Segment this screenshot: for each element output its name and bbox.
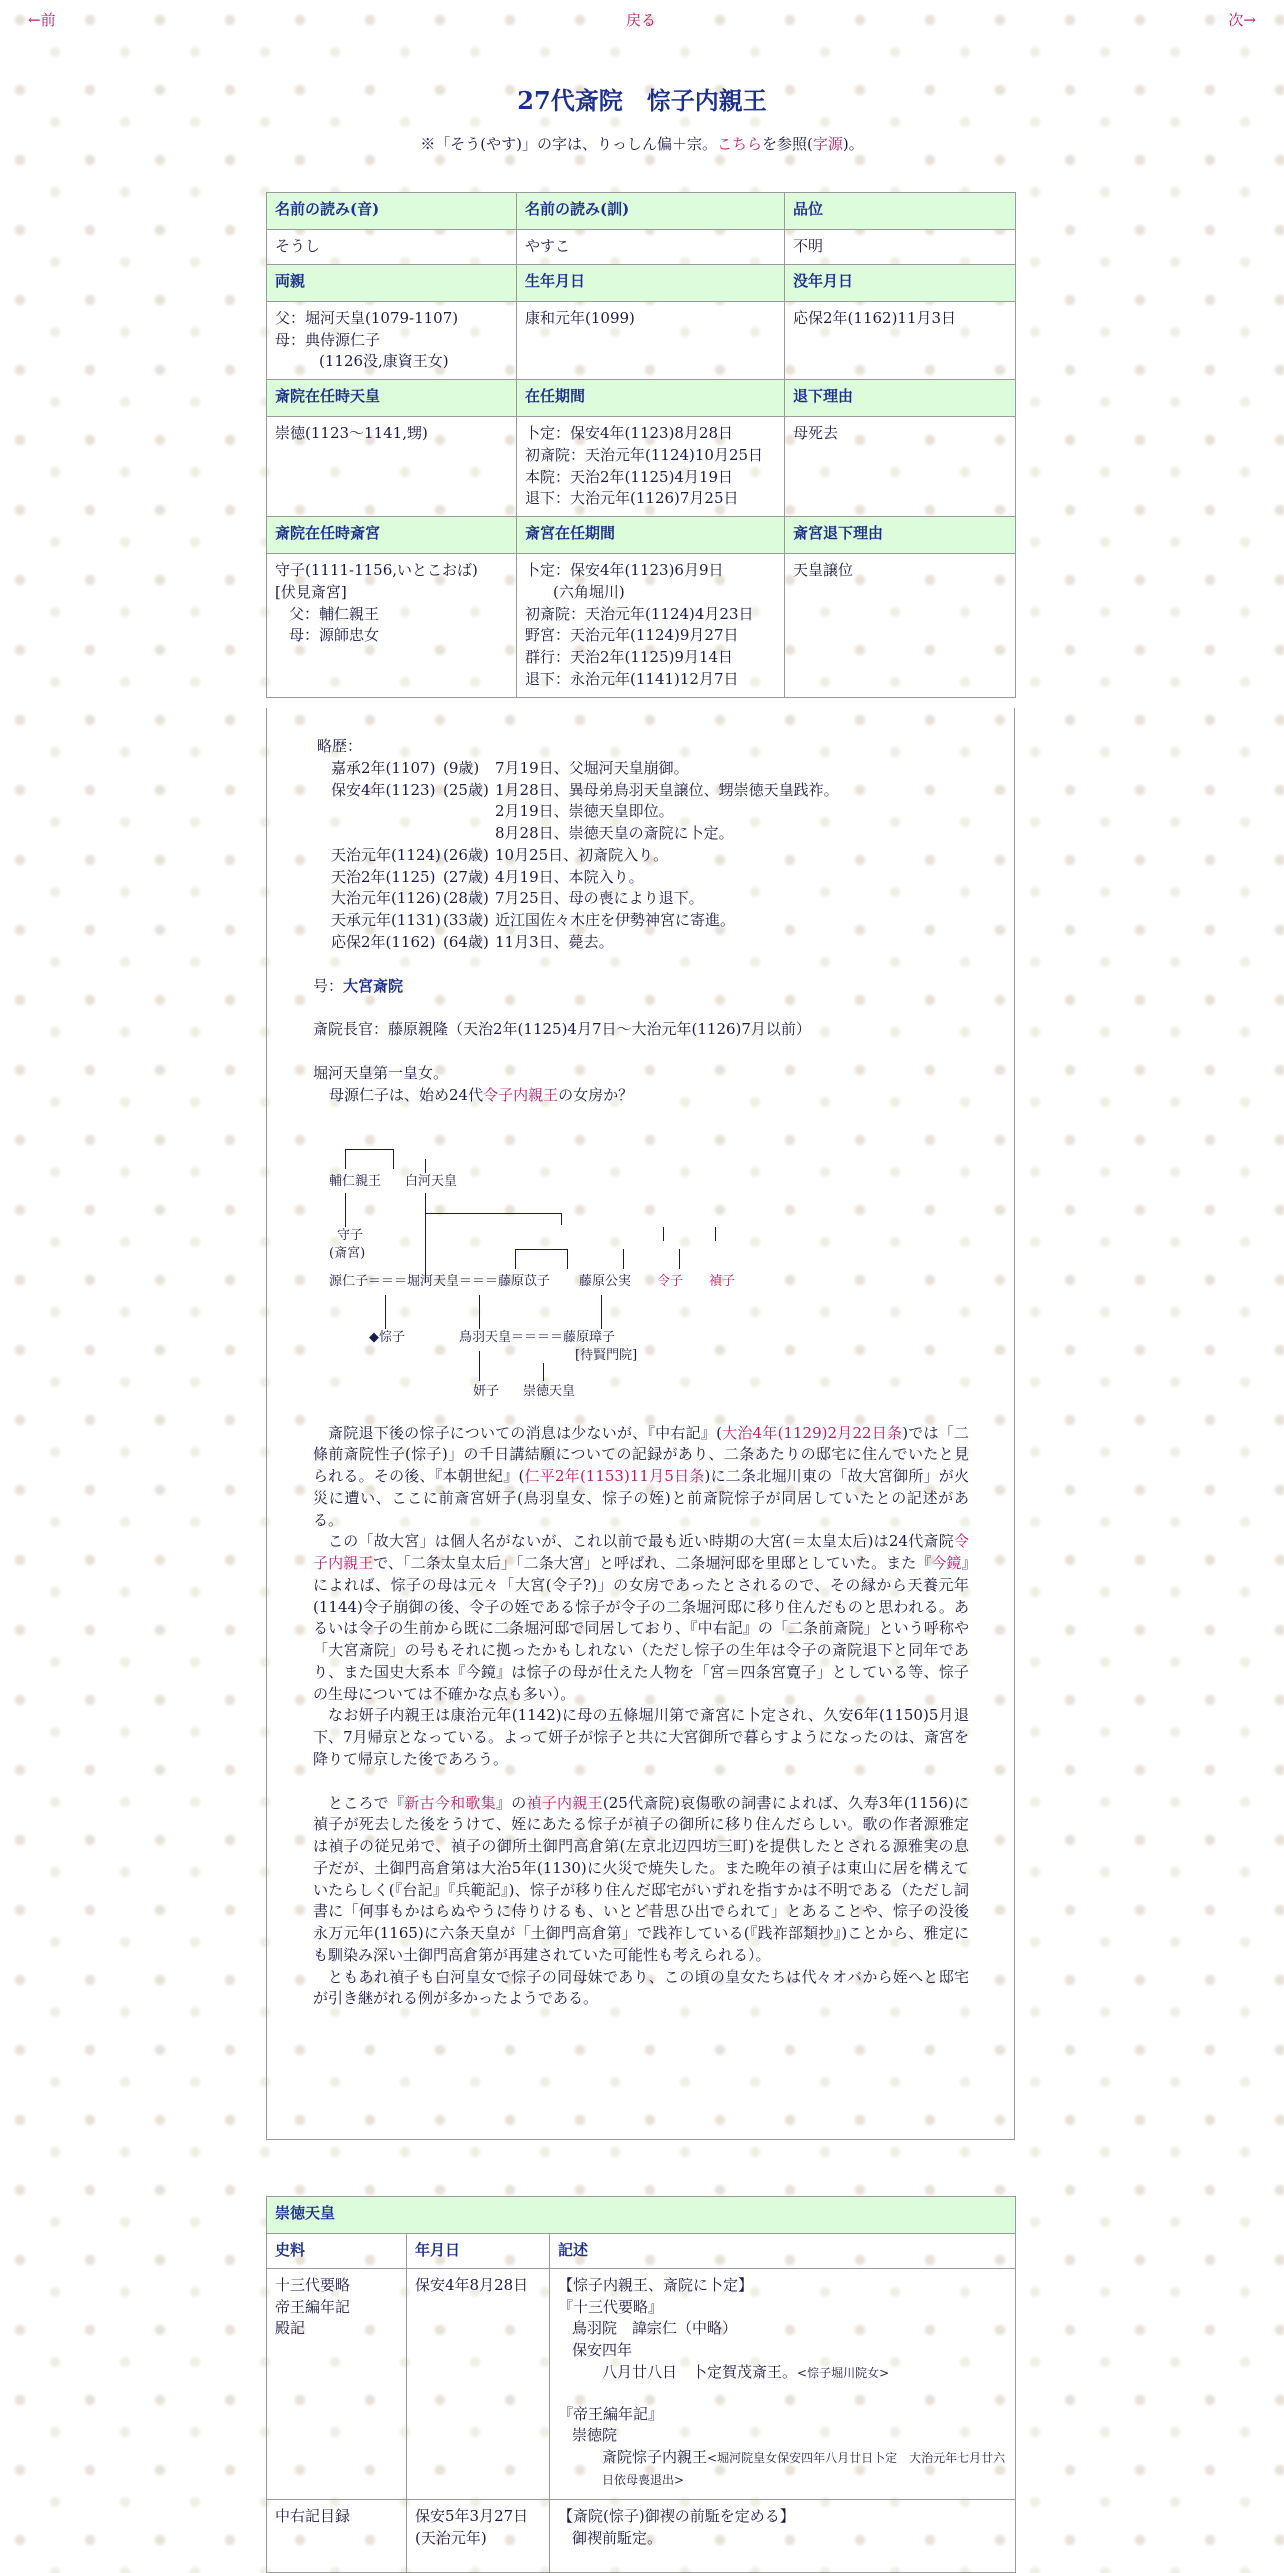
term-line: 初斎院：天治元年(1124)10月25日 — [525, 445, 764, 464]
term-line: 退下：大治元年(1126)7月25日 — [525, 489, 739, 508]
saigu-term-cell — [517, 554, 785, 698]
rank: 不明 — [785, 230, 1016, 265]
info-table — [266, 192, 1016, 698]
bio-heading: 略歴： — [317, 737, 363, 755]
bio-row: 8月28日、崇徳天皇の斎院に卜定。 — [495, 824, 734, 842]
emperor: 崇徳(1123～1141,甥) — [267, 417, 517, 517]
header-saigu-retire: 斎宮退下理由 — [785, 517, 1016, 554]
header-source: 史料 — [267, 2234, 407, 2269]
geno-taikenmon: [待賢門院] — [575, 1347, 638, 1363]
geno-moriko: 守子 — [337, 1227, 364, 1243]
genealogy-chart — [313, 1107, 969, 1403]
bio-row: 天治元年(1124) (26歳) 10月25日、初斎院入り。 — [331, 845, 669, 864]
note-text: ※「そう(やす)」の字は、りっしん偏＋宗。 — [420, 135, 717, 153]
mother: 母：典侍源仁子 — [275, 330, 381, 349]
chokan: 斎院長官：藤原親隆（天治2年(1125)4月7日～大治元年(1126)7月以前） — [313, 1020, 811, 1039]
header-term: 在任期間 — [517, 380, 785, 417]
header-yomi-on: 名前の読み(音) — [267, 193, 517, 230]
biography-content — [313, 736, 969, 2010]
yomi-kun: やすこ — [517, 230, 785, 265]
next-link[interactable]: 次→ — [1228, 11, 1256, 29]
term-cell — [517, 417, 785, 517]
records-section-title: 崇徳天皇 — [267, 2197, 1016, 2234]
header-saigu: 斎院在任時斎宮 — [267, 517, 517, 554]
bio-line2: 母源仁子は、始め24代令子内親王の女房か？ — [329, 1085, 634, 1104]
back-link[interactable]: 戻る — [626, 11, 657, 29]
term-line: 卜定：保安4年(1123)8月28日 — [525, 424, 734, 442]
records-table-wrap — [266, 2196, 1015, 2573]
biography-box — [266, 708, 1015, 2140]
parents-cell — [267, 301, 517, 379]
go-line: 号：大宮斎院 — [313, 976, 404, 995]
note-link-here[interactable]: こちら — [716, 135, 762, 153]
paragraph-5: ともあれ禎子も白河皇女で悰子の同母妹であり、この頃の皇女たちは代々オバから姪へと邸宅が引き継がれる例が多かったようである。 — [313, 1967, 969, 2008]
yomi-on: そうし — [267, 230, 517, 265]
death: 応保2年(1162)11月3日 — [785, 301, 1016, 379]
paragraph-4: ところで『新古今和歌集』の禎子内親王(25代斎院)哀傷歌の詞書によれば、久寿3年(1156)に禎子が死去した後をうけて、姪にあたる悰子が禎子の御所に移り住んだらしい。歌の作者源雅定は禎子の従兄弟で、禎子の御所土御門高倉第(左京北辺四坊三町)を提供したとされる源雅実の息子だが、土御門高倉第は大治5年(1130)に火災で焼失した。また晩年の禎子は東山に居を構えていたらしく(『台記』『兵範記』)、悰子が移り住んだ邸宅がいずれを指すかは不明である（ただし詞書に「何事もかはらぬやうに侍りけるも、いとど昔思ひ出でられて」とあることや、悰子の没後永万元年(1165)に六条天皇が「土御門高倉第」で践祚している(『践祚部類抄』)ことから、雅定にも馴染み深い土御門高倉第が再建されていた可能性も考えられる）。 — [313, 1793, 969, 1964]
bio-row: 嘉承2年(1107) (9歳) 7月19日、父堀河天皇崩御。 — [331, 758, 689, 777]
record-2-text: 【斎院(悰子)御禊の前駈を定める】 御禊前駈定。 — [550, 2499, 1016, 2572]
saigu-term-line: 卜定：保安4年(1123)6月9日 — [525, 561, 724, 579]
header-record: 記述 — [550, 2234, 1016, 2269]
records-table — [266, 2196, 1016, 2573]
term-line: 本院：天治2年(1125)4月19日 — [525, 467, 734, 486]
header-emperor: 斎院在任時天皇 — [267, 380, 517, 417]
mother-note: (1126没,康資王女) — [319, 352, 449, 371]
header-death: 没年月日 — [785, 264, 1016, 301]
saigu-term-line: 初斎院：天治元年(1124)4月23日 — [525, 604, 754, 623]
geno-sukehito: 輔仁親王 — [329, 1173, 382, 1189]
bio-row: 大治元年(1126) (28歳) 7月25日、母の喪により退下。 — [331, 889, 704, 908]
birth: 康和元年(1099) — [517, 301, 785, 379]
note-link-jigen[interactable]: 字源 — [812, 135, 843, 153]
bio-line1: 堀河天皇第一皇女。 — [313, 1064, 449, 1082]
record-2-date: 保安5年3月27日 (天治元年) — [407, 2499, 550, 2572]
top-nav — [0, 10, 1284, 34]
saigu-term-line: (六角堀川) — [553, 582, 625, 601]
link-shinkokin[interactable]: 新古今和歌集 — [404, 1793, 496, 1812]
bio-row: 天治2年(1125) (27歳) 4月19日、本院入り。 — [331, 867, 644, 886]
saigu-line: [伏見斎宮] — [275, 582, 347, 601]
geno-saigu-note: (斎宮) — [329, 1245, 366, 1261]
saigu-line: 守子(1111-1156,いとこおば) — [275, 561, 478, 579]
page-title: 27代斎院 悰子内親王 — [517, 86, 767, 115]
header-date: 年月日 — [407, 2234, 550, 2269]
saigu-retire: 天皇譲位 — [785, 554, 1016, 698]
header-parents: 両親 — [267, 264, 517, 301]
bio-row: 応保2年(1162) (64歳) 11月3日、薨去。 — [331, 932, 614, 951]
link-teishi[interactable]: 禎子内親王 — [526, 1793, 603, 1812]
prev-link[interactable]: ←前 — [28, 11, 56, 29]
geno-soshi: ◆悰子 — [369, 1329, 405, 1345]
geno-shirakawa: 白河天皇 — [405, 1173, 458, 1189]
header-retire: 退下理由 — [785, 380, 1016, 417]
info-table-wrap — [266, 192, 1015, 698]
paragraph-1: 斎院退下後の悰子についての消息は少ないが、『中右記』(大治4年(1129)2月22日条)では「二條前斎院性子(悰子)」の千日講結願についての記録があり、二条あたりの邸宅に住んでいたと見られる。その後、『本朝世紀』(仁平2年(1153)11月5日条)に二条北堀川東の「故大宮御所」が火災に遭い、ここに前斎宮妍子(鳥羽皇女、悰子の姪)と前斎院悰子が同居していたとの記述がある。 — [313, 1423, 970, 1529]
record-1-date: 保安4年8月28日 — [407, 2268, 550, 2499]
saigu-term-line: 野宮：天治元年(1124)9月27日 — [525, 626, 739, 645]
header-yomi-kun: 名前の読み(訓) — [517, 193, 785, 230]
retire: 母死去 — [785, 417, 1016, 517]
geno-teishi: 禎子 — [709, 1273, 736, 1289]
geno-sutoku: 崇徳天皇 — [523, 1383, 576, 1399]
saigu-term-line: 群行：天治2年(1125)9月14日 — [525, 648, 734, 666]
saigu-cell — [267, 554, 517, 698]
record-2-source: 中右記目録 — [267, 2499, 407, 2572]
bio-row: 天承元年(1131) (33歳) 近江国佐々木庄を伊勢神宮に寄進。 — [331, 911, 736, 929]
bio-row: 2月19日、崇徳天皇即位。 — [495, 802, 674, 821]
link-imakagami[interactable]: 今鏡 — [931, 1554, 962, 1572]
note-text-mid: を参照( — [762, 135, 813, 153]
record-1-source: 十三代要略 帝王編年記 殿記 — [267, 2268, 407, 2499]
geno-row3: 源仁子＝＝＝堀河天皇＝＝＝藤原苡子 — [329, 1273, 551, 1289]
header-rank: 品位 — [785, 193, 1016, 230]
header-birth: 生年月日 — [517, 264, 785, 301]
kanji-note — [0, 134, 1284, 156]
saigu-line: 母：源師忠女 — [289, 626, 380, 645]
link-reishi[interactable]: 令子内親王 — [483, 1085, 559, 1104]
father: 父：堀河天皇(1079-1107) — [275, 308, 459, 327]
paragraph-3: なお妍子内親王は康治元年(1142)に母の五條堀川第で斎宮に卜定され、久安6年(1150)5月退下、7月帰京となっている。よって妍子が悰子と共に大宮御所で暮らすようになったのは、斎宮を降りて帰京した後であろう。 — [313, 1706, 969, 1768]
geno-seishi: 妍子 — [473, 1383, 500, 1399]
geno-reishi: 令子 — [657, 1273, 684, 1289]
saigu-line: 父：輔仁親王 — [289, 604, 380, 623]
paragraph-2: この「故大宮」は個人名がないが、これ以前で最も近い時期の大宮(＝太皇太后)は24代斎院令子内親王で、「二条太皇太后」「二条大宮」と呼ばれ、二条堀河邸を里邸としていた。また『今鏡』によれば、悰子の母は元々「大宮(令子?)」の女房であったとされるので、その縁から天養元年(1144)令子崩御の後、令子の姪である悰子が令子の二条堀河邸に移り住んだものと思われる。あるいは令子の生前から既に二条堀河邸で同居しており、『中右記』の「二条前斎院」という呼称や「大宮斎院」の号もそれに拠ったかもしれない（ただし悰子の生年は令子の斎院退下と同年であり、また国史大系本『今鏡』は悰子の母が仕えた人物を「宮＝四条宮寛子」としている等、悰子の生母については不確かな点も多い）。 — [313, 1532, 969, 1703]
record-1-text: 【悰子内親王、斎院に卜定】 『十三代要略』 鳥羽院 諱宗仁（中略） 保安四年 八月廿八日 卜定賀茂斎王。<悰子堀川院女> 『帝王編年記』 崇徳院 斎院悰子内親王<堀河院皇女保安四年八月廿日卜定 大治元年七月廿六日依母喪退出> — [550, 2268, 1016, 2499]
geno-toba: 鳥羽天皇＝＝＝＝藤原璋子 — [459, 1329, 616, 1345]
header-saigu-term: 斎宮在任期間 — [517, 517, 785, 554]
go-name: 大宮斎院 — [343, 976, 404, 995]
note-text-post: )。 — [842, 135, 864, 153]
geno-kimizane: 藤原公実 — [579, 1273, 632, 1289]
saigu-term-line: 退下：永治元年(1141)12月7日 — [525, 669, 739, 688]
bio-timeline — [313, 758, 969, 954]
bio-row: 保安4年(1123) (25歳) 1月28日、異母弟鳥羽天皇譲位、甥崇徳天皇践祚。 — [331, 780, 839, 799]
link-reishi-2[interactable]: 令子内親王 — [313, 1532, 969, 1572]
